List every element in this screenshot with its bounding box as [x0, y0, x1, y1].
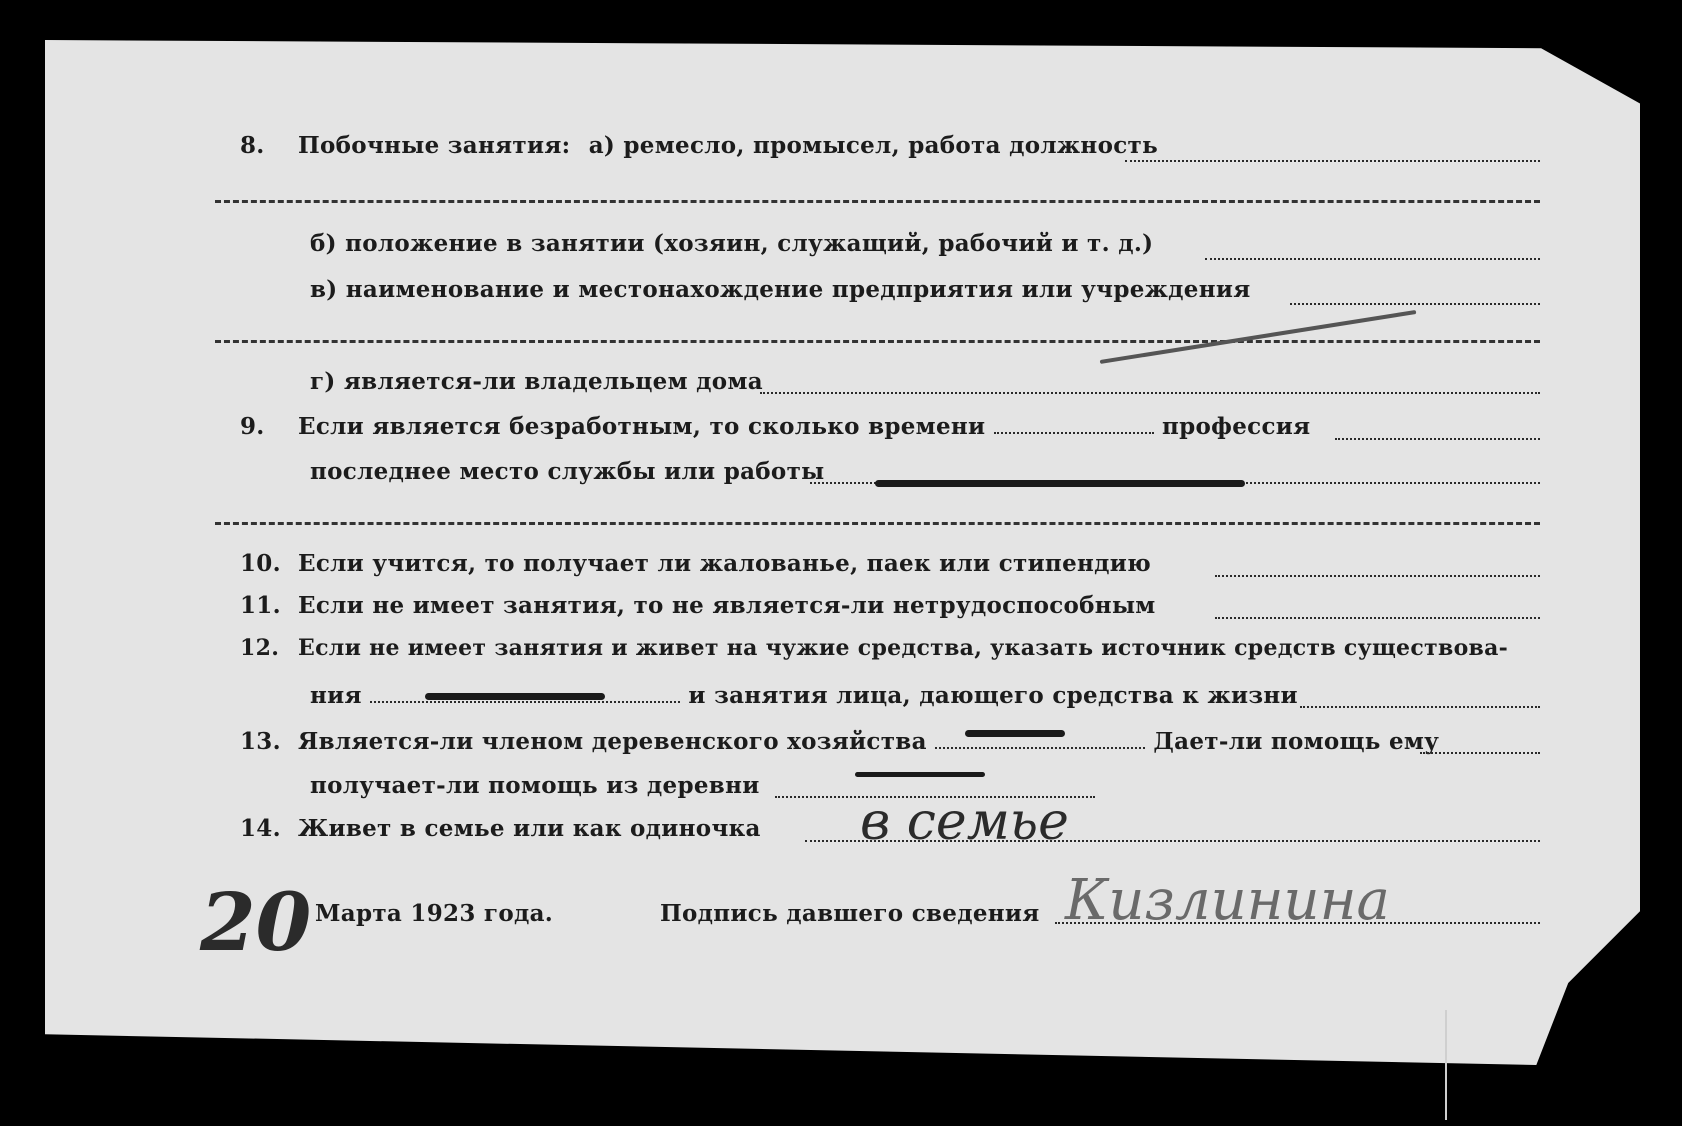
item-8c-row — [310, 276, 1251, 303]
item-label: получает-ли помощь из деревни — [310, 772, 760, 799]
item-number: 10. — [240, 550, 281, 577]
answer-line — [1215, 617, 1540, 619]
answer-line — [1420, 752, 1540, 754]
item-8-row — [240, 132, 1158, 159]
answer-line — [370, 701, 680, 703]
item-tail: Дает-ли помощь ему — [1153, 728, 1440, 755]
item-label: Если учится, то получает ли жалованье, паек или стипендию — [298, 550, 1152, 577]
item-14-row — [240, 815, 761, 842]
item-label: ния — [310, 682, 362, 709]
footer-date — [315, 900, 553, 927]
item-sub-d: г) является-ли владельцем дома — [310, 368, 763, 395]
divider-rule — [215, 522, 1540, 525]
answer-line — [994, 432, 1154, 434]
item-13b-row — [310, 772, 760, 799]
item-label: Является-ли членом деревенского хозяйства — [298, 728, 927, 755]
answer-line — [1290, 303, 1540, 305]
handwritten-answer-item-14: в семье — [860, 792, 1069, 852]
item-label: последнее место службы или работы — [310, 458, 825, 485]
item-tail: и занятия лица, дающего средства к жизни — [688, 682, 1298, 709]
item-11-row — [240, 592, 1156, 619]
item-10-row — [240, 550, 1151, 577]
item-8d-row — [310, 368, 763, 395]
handwritten-dash — [965, 730, 1065, 737]
handwritten-dash — [855, 772, 985, 777]
item-9-row — [240, 413, 1310, 440]
answer-line — [1335, 438, 1540, 440]
answer-line — [1215, 575, 1540, 577]
item-label: Если не имеет занятия, то не является-ли нетрудоспособным — [298, 592, 1156, 619]
item-label: Если не имеет занятия и живет на чужие средства, указать источник средств существова- — [298, 635, 1509, 661]
handwritten-dash — [425, 693, 605, 700]
item-13-row — [240, 728, 1439, 755]
handwritten-dash — [875, 480, 1245, 487]
item-sub-c: в) наименование и местонахождение предприятия или учреждения — [310, 276, 1251, 303]
footer-signature-row — [660, 900, 1040, 927]
handwritten-signature: Кизлинина — [1065, 868, 1390, 933]
item-sub-b: б) положение в занятии (хозяин, служащий, рабочий и т. д.) — [310, 230, 1154, 257]
signature-label: Подпись давшего сведения — [660, 900, 1040, 927]
scan-edge-artifact — [1445, 1010, 1447, 1120]
answer-line — [1205, 258, 1540, 260]
item-number: 13. — [240, 728, 281, 755]
item-label: Живет в семье или как одиночка — [298, 815, 761, 842]
item-number: 12. — [240, 635, 280, 661]
divider-rule — [215, 200, 1540, 203]
item-number: 9. — [240, 413, 265, 440]
answer-line — [1125, 160, 1540, 162]
item-number: 14. — [240, 815, 281, 842]
item-sub-a: а) ремесло, промысел, работа должность — [588, 132, 1158, 159]
item-label: Побочные занятия: — [298, 132, 571, 159]
handwritten-day: 20 — [200, 875, 312, 969]
item-label: Если является безработным, то сколько времени — [298, 413, 986, 440]
item-12-row — [240, 635, 1508, 661]
answer-line — [935, 747, 1145, 749]
item-8b-row — [310, 230, 1153, 257]
item-number: 8. — [240, 132, 265, 159]
answer-line — [760, 392, 1540, 394]
divider-rule — [215, 340, 1540, 343]
date-text: Марта 1923 года. — [315, 900, 554, 927]
item-tail: профессия — [1162, 413, 1311, 440]
item-9b-row — [310, 458, 824, 485]
item-number: 11. — [240, 592, 281, 619]
answer-line — [1300, 706, 1540, 708]
